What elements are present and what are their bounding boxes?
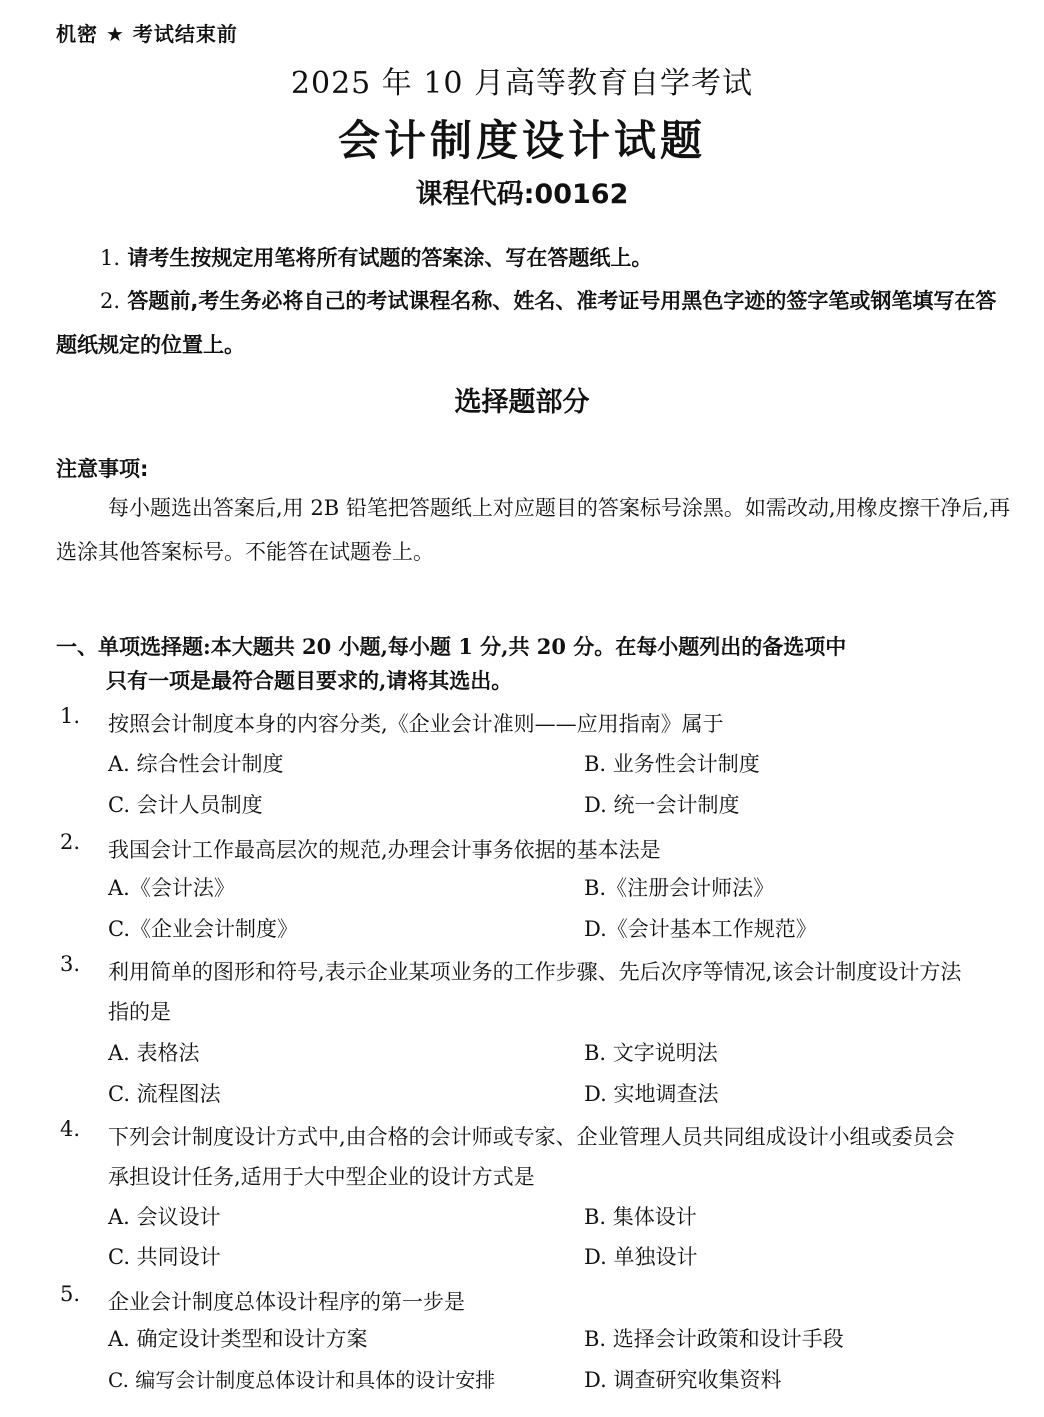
question-number: 3.	[60, 952, 81, 976]
question-stem: 利用简单的图形和符号,表示企业某项业务的工作步骤、先后次序等情况,该会计制度设计方法指的是	[108, 960, 962, 1024]
question-number: 4.	[60, 1117, 81, 1141]
question-stem: 我国会计工作最高层次的规范,办理会计事务依据的基本法是	[108, 838, 661, 862]
option-d: D. 实地调查法	[584, 1082, 719, 1106]
option-c: C. 会计人员制度	[108, 793, 263, 817]
option-c: C.《企业会计制度》	[108, 917, 298, 941]
question-stem: 企业会计制度总体设计程序的第一步是	[108, 1290, 465, 1314]
option-d: D.《会计基本工作规范》	[584, 917, 817, 941]
option-b: B. 选择会计政策和设计手段	[584, 1327, 844, 1351]
option-c: C. 共同设计	[108, 1245, 221, 1269]
option-b: B. 业务性会计制度	[584, 752, 760, 776]
notice-text	[56, 486, 1016, 574]
part-one-heading	[56, 630, 986, 698]
exam-session-line: 2025 年 10 月高等教育自学考试	[290, 66, 754, 101]
instruction-number: 2.	[100, 289, 121, 313]
question-number: 5.	[60, 1282, 81, 1306]
option-b: B. 文字说明法	[584, 1041, 718, 1065]
question-number: 1.	[60, 704, 81, 728]
option-d: D. 调查研究收集资料	[584, 1368, 782, 1392]
section-heading: 选择题部分	[454, 387, 590, 418]
question-stem: 按照会计制度本身的内容分类,《企业会计准则——应用指南》属于	[108, 712, 724, 736]
option-a: A. 表格法	[108, 1041, 200, 1065]
option-d: D. 统一会计制度	[584, 793, 740, 817]
question-stem: 下列会计制度设计方式中,由合格的会计师或专家、企业管理人员共同组成设计小组或委员会承担设计任务,适用于大中型企业的设计方式是	[108, 1125, 955, 1189]
paper-title: 会计制度设计试题	[337, 116, 706, 165]
instruction-text: 请考生按规定用笔将所有试题的答案涂、写在答题纸上。	[127, 246, 653, 270]
question-number: 2.	[60, 830, 81, 854]
instruction-text: 答题前,考生务必将自己的考试课程名称、姓名、准考证号用黑色字迹的签字笔或钢笔填写在答题纸规定的位置上。	[56, 289, 997, 357]
option-c: C. 流程图法	[108, 1082, 221, 1106]
option-b: B.《注册会计师法》	[584, 876, 775, 900]
course-code: 课程代码:00162	[415, 179, 629, 210]
part-one-line-2: 只有一项是最符合题目要求的,请将其选出。	[106, 668, 513, 693]
instruction-number: 1.	[100, 246, 121, 270]
notice-body: 每小题选出答案后,用 2B 铅笔把答题纸上对应题目的答案标号涂黑。如需改动,用橡皮擦干净后,再选涂其他答案标号。不能答在试题卷上。	[56, 496, 1011, 564]
instruction-1	[56, 236, 1016, 280]
part-one-line-1: 一、单项选择题:本大题共 20 小题,每小题 1 分,共 20 分。在每小题列出的备选项中	[56, 634, 847, 659]
option-b: B. 集体设计	[584, 1205, 697, 1229]
option-a: A. 确定设计类型和设计方案	[108, 1327, 368, 1351]
confidential-mark: 机密 ★ 考试结束前	[56, 22, 238, 46]
instruction-2	[56, 279, 1016, 367]
option-a: A. 综合性会计制度	[108, 752, 284, 776]
notice-label: 注意事项:	[56, 457, 149, 481]
option-c: C. 编写会计制度总体设计和具体的设计安排	[108, 1368, 496, 1392]
option-a: A. 会议设计	[108, 1205, 221, 1229]
option-a: A.《会计法》	[108, 876, 235, 900]
option-d: D. 单独设计	[584, 1245, 698, 1269]
